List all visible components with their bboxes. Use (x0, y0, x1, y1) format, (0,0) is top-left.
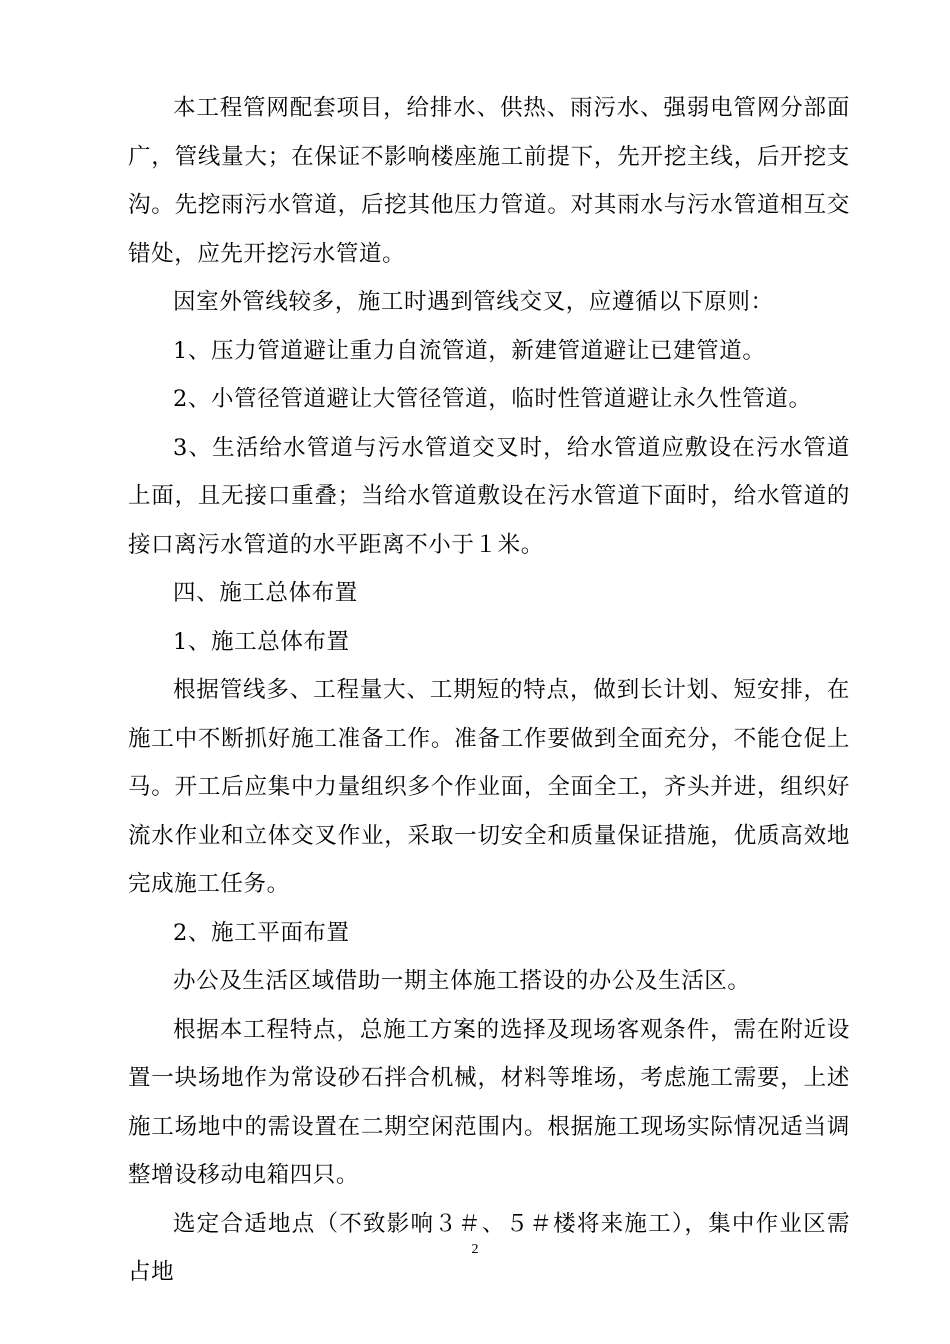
page-number: 2 (471, 1242, 479, 1257)
paragraph-site-setup: 根据本工程特点，总施工方案的选择及现场客观条件，需在附近设置一块场地作为常设砂石拌合机械，材料等堆场，考虑施工需要，上述施工场地中的需设置在二期空闲范围内。根据施工现场实际情况适当调整增设移动电箱四只。 (128, 1016, 850, 1188)
paragraph-rule-3: 3、生活给水管道与污水管道交叉时，给水管道应敷设在污水管道上面，且无接口重叠；当给水管道敷设在污水管道下面时，给水管道的接口离污水管道的水平距离不小于１米。 (128, 434, 850, 558)
paragraph-crossing-principles: 因室外管线较多，施工时遇到管线交叉，应遵循以下原则： (173, 289, 774, 315)
paragraph-office-area: 办公及生活区域借助一期主体施工搭设的办公及生活区。 (173, 968, 751, 994)
paragraph-rule-2: 2、小管径管道避让大管径管道，临时性管道避让永久性管道。 (173, 386, 812, 412)
section-heading-4: 四、施工总体布置 (173, 580, 358, 606)
paragraph-site-selection: 选定合适地点（不致影响３＃、５＃楼将来施工），集中作业区需占地 (128, 1210, 850, 1285)
paragraph-rule-1: 1、压力管道避让重力自流管道，新建管道避让已建管道。 (173, 337, 766, 364)
body-text (128, 84, 850, 1297)
subsection-heading-1: 1、施工总体布置 (173, 628, 350, 655)
paragraph-general-layout: 根据管线多、工程量大、工期短的特点，做到长计划、短安排，在施工中不断抓好施工准备工作。准备工作要做到全面充分，不能仓促上马。开工后应集中力量组织多个作业面，全面全工，齐头并进，组织好流水作业和立体交叉作业，采取一切安全和质量保证措施，优质高效地完成施工任务。 (128, 677, 850, 897)
paragraph-pipe-network-intro: 本工程管网配套项目，给排水、供热、雨污水、强弱电管网分部面广，管线量大；在保证不影响楼座施工前提下，先开挖主线，后开挖支沟。先挖雨污水管道，后挖其他压力管道。对其雨水与污水管道相互交错处，应先开挖污水管道。 (128, 95, 850, 267)
subsection-heading-2: 2、施工平面布置 (173, 919, 350, 946)
